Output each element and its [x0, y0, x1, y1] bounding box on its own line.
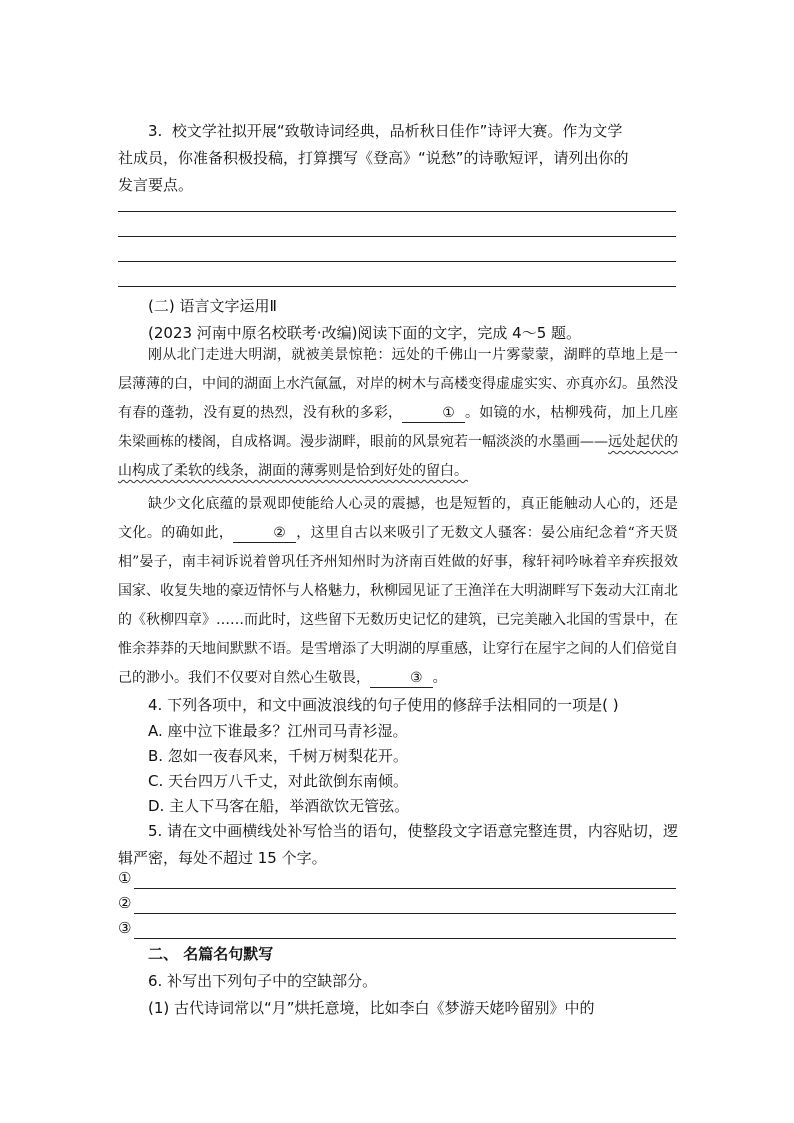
- passage-text: 缺少文化底蕴的景观即使能给人心灵的震撼，也是短暂的，真正能触动人心的，还是文化。的确如此，: [118, 496, 678, 541]
- answer-mark: ②: [118, 894, 132, 912]
- section-source: (2023 河南中原名校联考·改编)阅读下面的文字，完成 4～5 题。: [148, 324, 582, 342]
- passage-text: 。: [432, 670, 447, 686]
- blank-3[interactable]: ③: [370, 669, 433, 688]
- blank-1[interactable]: ①: [402, 404, 465, 423]
- passage-text: 。如镜的水，枯柳残荷，加上几座朱梁画栋的楼阁，自成格调。漫步湖畔，眼前的风景宛若一幅淡淡的水墨画——: [118, 405, 678, 450]
- question-4: [118, 692, 678, 819]
- question-6-item-1: (1) 古代诗词常以“月”烘托意境，比如李白《梦游天姥吟留别》中的: [148, 999, 595, 1017]
- blank-2[interactable]: ②: [233, 524, 296, 543]
- answer-line[interactable]: [134, 913, 676, 914]
- option-a[interactable]: A. 座中泣下谁最多？江州司马青衫湿。: [148, 722, 408, 740]
- option-d[interactable]: D. 主人下马客在船，举酒欲饮无管弦。: [148, 797, 410, 815]
- passage-text: 刚从北门走进大明湖，就被美景惊艳：远处的千佛山一片雾蒙蒙，湖畔的草地上是一层薄薄的白，中间的湖面上水汽氤氲，对岸的树木与高楼变得虚虚实实、亦真亦幻。虽然没有春的蓬勃，没有夏的热烈，没有秋的多彩，: [118, 347, 678, 421]
- section-language-use: [118, 293, 678, 347]
- answer-row-3[interactable]: [118, 919, 678, 941]
- answer-line[interactable]: [118, 211, 676, 212]
- answer-line[interactable]: [134, 938, 676, 939]
- answer-mark: ①: [118, 869, 132, 887]
- question-4-stem: 4. 下列各项中，和文中画波浪线的句子使用的修辞手法相同的一项是( ): [148, 696, 619, 714]
- answer-row-2[interactable]: [118, 894, 678, 916]
- question-6-stem: 6. 补写出下列句子中的空缺部分。: [148, 972, 378, 990]
- passage-text: ，这里自古以来吸引了无数文人骚客：晏公庙纪念着“齐天贤相”晏子，南丰祠诉说着曾巩任齐州知州时为济南百姓做的好事，稼轩祠吟咏着辛弃疾报效国家、收复失地的豪迈情怀与人格魅力，秋柳园见证了王渔洋在大明湖畔写下轰动大江南北的《秋柳四章》……而此时，这些留下无数历史记忆的建筑，已完美融入北国的雪景中，在惟余莽莽的天地间默默不语。是雪增添了大明湖的厚重感，让穿行在屋宇之间的人们倍觉自己的渺小。我们不仅要对自然心生敬畏，: [118, 525, 679, 686]
- answer-line[interactable]: [118, 236, 676, 237]
- wavy-underlined-sentence: 远处起伏的山构成了柔软的线条，湖面的薄雾则是恰到好处的留白。: [118, 434, 678, 479]
- option-b[interactable]: B. 忽如一夜春风来，千树万树梨花开。: [148, 747, 408, 765]
- question-5-stem: 5. 请在文中画横线处补写恰当的语句，使整段文字语意完整连贯，内容贴切，逻辑严密，每处不超过 15 个字。: [118, 822, 678, 867]
- answer-line[interactable]: [134, 888, 676, 889]
- option-c[interactable]: C. 天台四万八千丈，对此欲倒东南倾。: [148, 772, 409, 790]
- answer-line[interactable]: [118, 286, 676, 287]
- question-3-line-2: 社成员，你准备积极投稿，打算撰写《登高》“说愁”的诗歌短评，请列出你的: [118, 149, 629, 167]
- question-5: [118, 818, 678, 872]
- section-title: (二) 语言文字运用Ⅱ: [148, 297, 277, 315]
- passage-paragraph-1: [118, 341, 678, 486]
- reading-passage: [118, 341, 678, 693]
- answer-line[interactable]: [118, 261, 676, 262]
- passage-paragraph-2: [118, 490, 678, 693]
- section-recitation: [118, 941, 678, 1022]
- question-3-line-1: 校文学社拟开展“致敬诗词经典，品析秋日佳作”诗评大赛。作为文学: [171, 122, 623, 140]
- section-title: 二、 名篇名句默写: [148, 945, 274, 963]
- question-3-text: [118, 118, 678, 199]
- answer-row-1[interactable]: [118, 869, 678, 891]
- question-3: [118, 118, 678, 199]
- question-3-number: 3.: [148, 122, 163, 140]
- answer-mark: ③: [118, 919, 132, 937]
- question-3-line-3: 发言要点。: [118, 176, 194, 194]
